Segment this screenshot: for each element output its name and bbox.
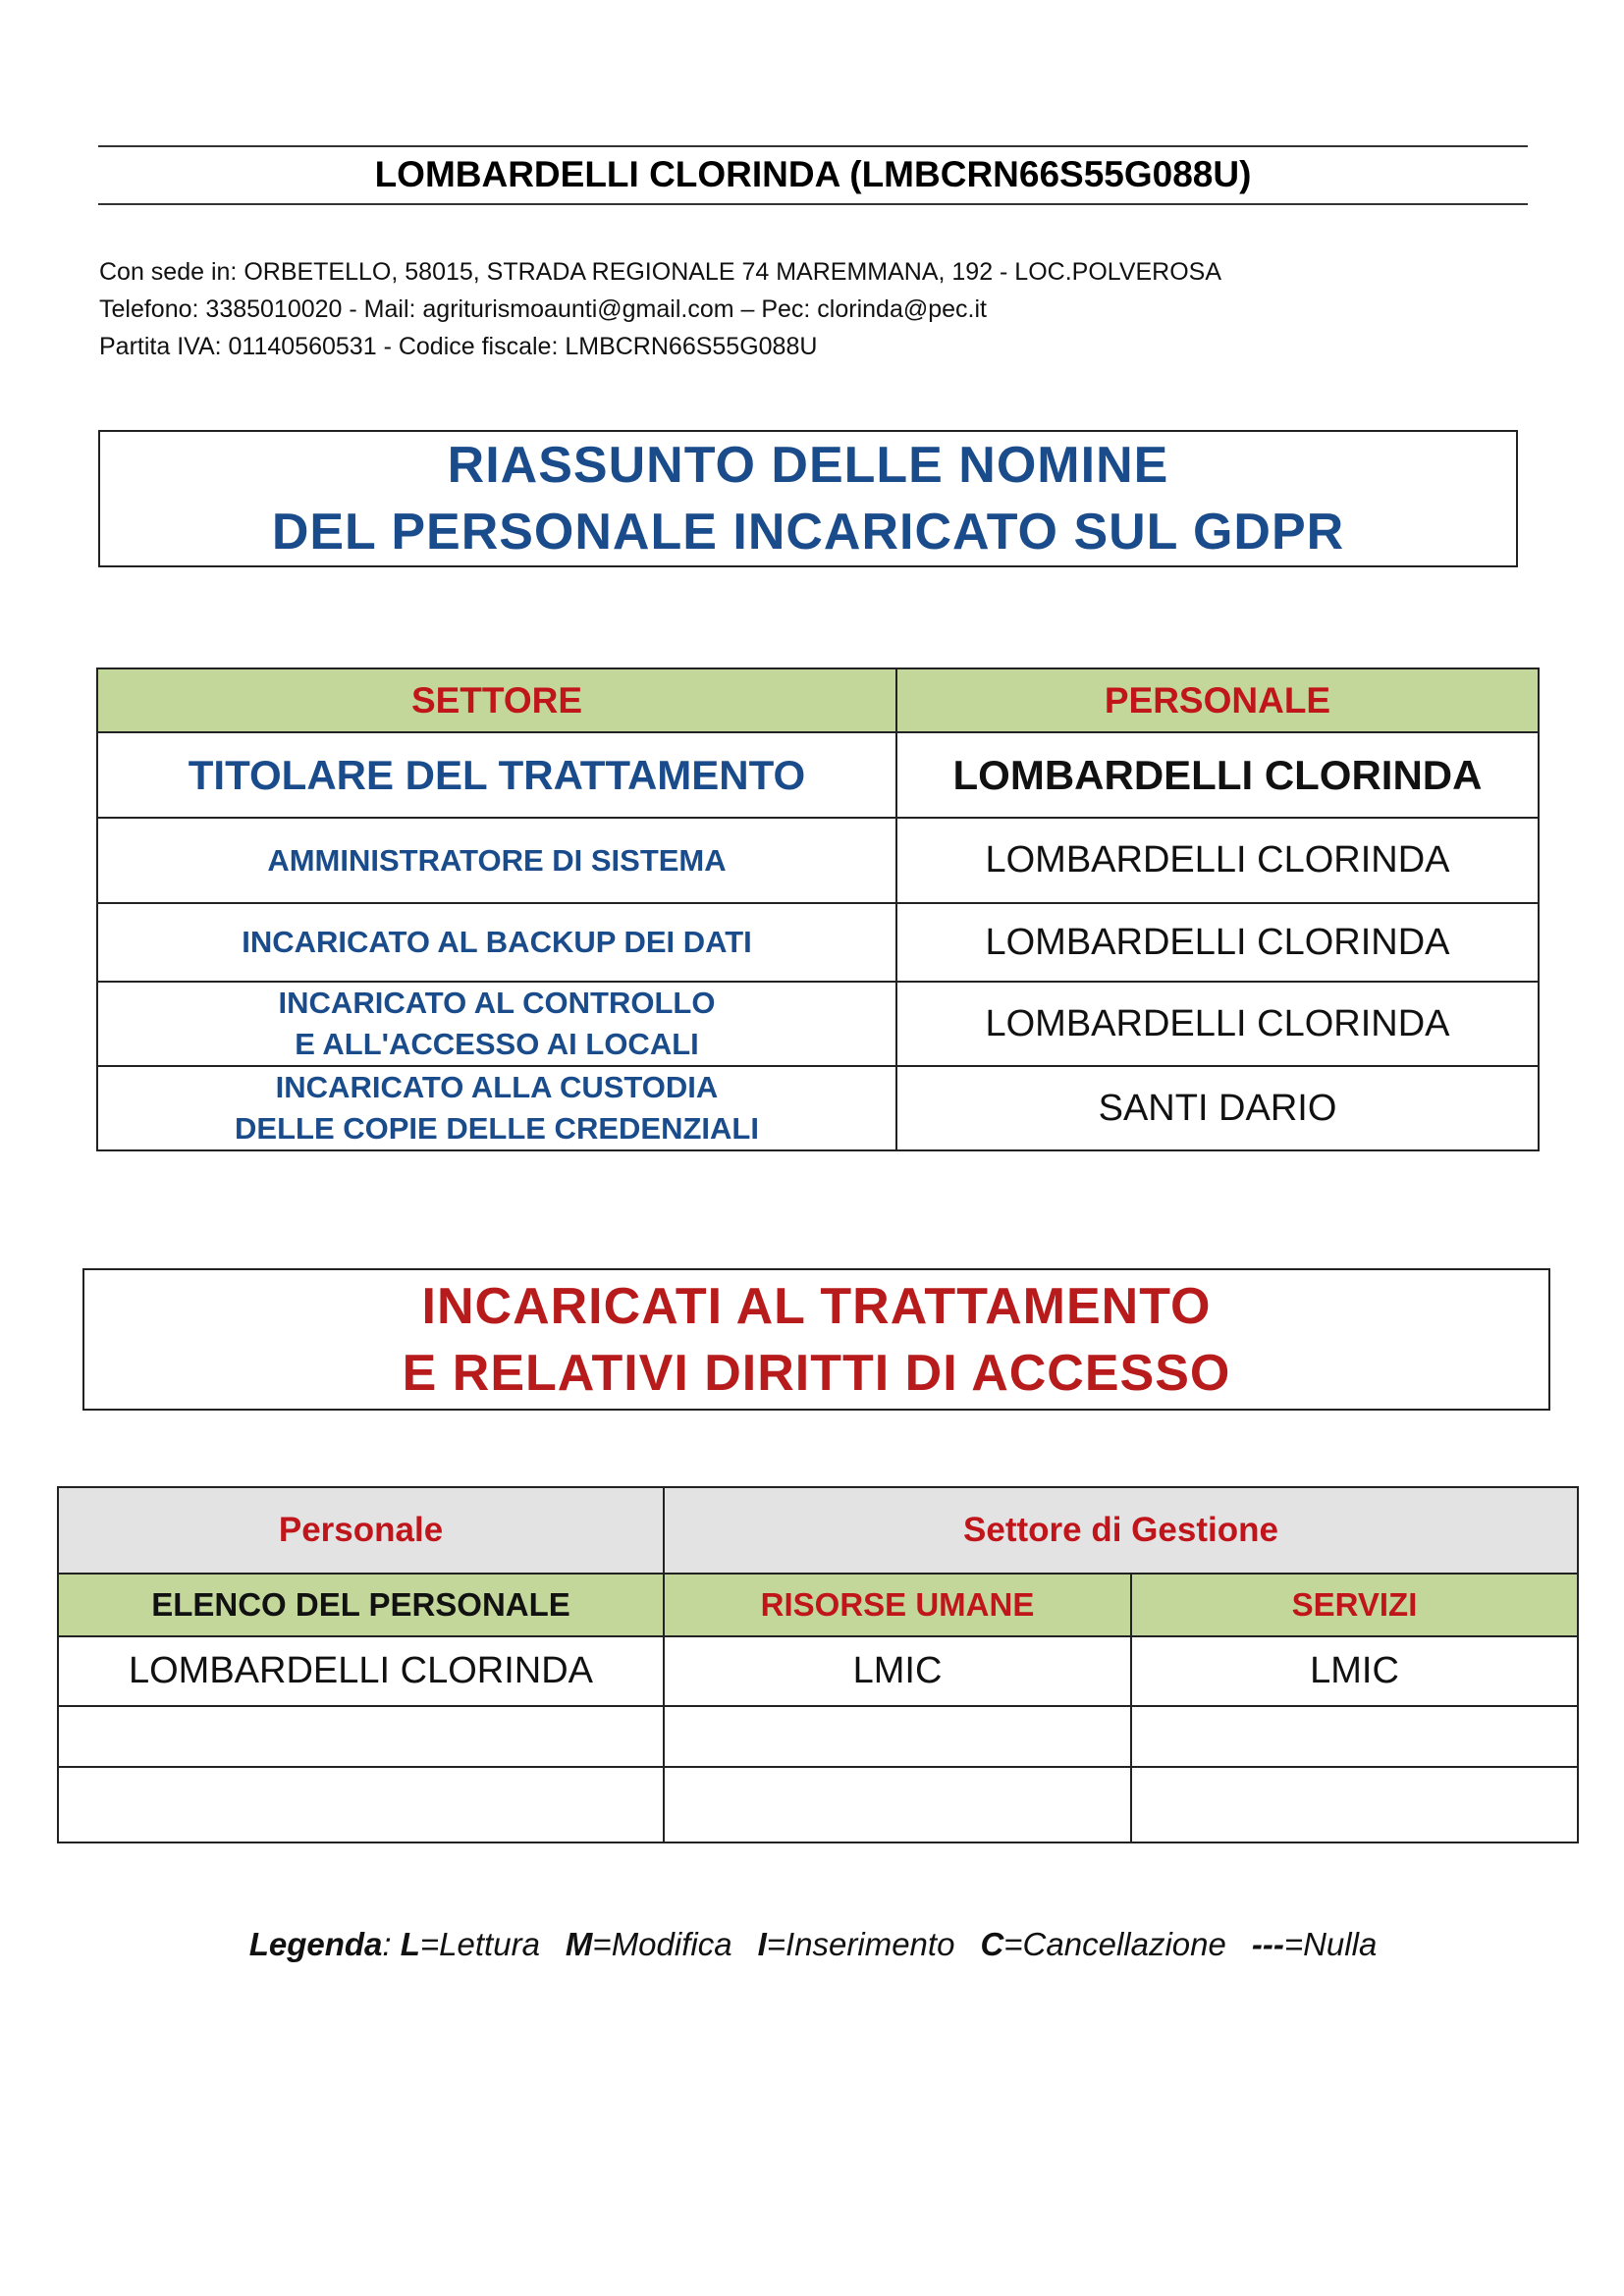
table-row	[97, 732, 1539, 818]
sector-cell	[97, 903, 896, 982]
servizi-cell	[1131, 1767, 1578, 1842]
tax-line: Partita IVA: 01140560531 - Codice fiscale: LMBCRN66S55G088U	[99, 333, 818, 360]
header-servizi: SERVIZI	[1131, 1574, 1578, 1636]
person-cell: LOMBARDELLI CLORINDA	[896, 982, 1539, 1066]
header-personale: Personale	[58, 1487, 664, 1574]
table-row	[97, 818, 1539, 903]
risorse-umane-cell	[664, 1767, 1131, 1842]
person-cell: SANTI DARIO	[896, 1066, 1539, 1150]
roles-table-header-row	[97, 668, 1539, 732]
table-row	[58, 1706, 1578, 1767]
servizi-cell: LMIC	[1131, 1636, 1578, 1706]
table-row	[97, 982, 1539, 1066]
header-elenco-personale: ELENCO DEL PERSONALE	[58, 1574, 664, 1636]
header-risorse-umane: RISORSE UMANE	[664, 1574, 1131, 1636]
sector-label: INCARICATO AL BACKUP DEI DATI	[242, 925, 752, 959]
sector-label: AMMINISTRATORE DI SISTEMA	[267, 842, 727, 878]
legend-colon: :	[382, 1926, 401, 1962]
sector-label-line2: E ALL'ACCESSO AI LOCALI	[295, 1027, 699, 1061]
roles-table	[96, 667, 1540, 1151]
personnel-name-cell: LOMBARDELLI CLORINDA	[58, 1636, 664, 1706]
legend-key-m: M	[565, 1926, 593, 1962]
servizi-cell	[1131, 1706, 1578, 1767]
sector-cell	[97, 982, 896, 1066]
summary-heading-box	[98, 430, 1518, 567]
sector-label-line1: INCARICATO AL CONTROLLO	[278, 986, 716, 1020]
risorse-umane-cell	[664, 1706, 1131, 1767]
header-personale: PERSONALE	[896, 668, 1539, 732]
person-cell: LOMBARDELLI CLORINDA	[896, 903, 1539, 982]
person-cell: LOMBARDELLI CLORINDA	[896, 818, 1539, 903]
table-row	[58, 1767, 1578, 1842]
access-heading-line1: INCARICATI AL TRATTAMENTO	[421, 1277, 1212, 1335]
summary-heading-line1: RIASSUNTO DELLE NOMINE	[447, 437, 1169, 494]
access-table-top-header-row	[58, 1487, 1578, 1574]
legend-label: Legenda	[248, 1926, 383, 1962]
legend	[98, 1920, 1528, 1969]
sector-cell	[97, 1066, 896, 1150]
sector-label-line2: DELLE COPIE DELLE CREDENZIALI	[235, 1111, 759, 1146]
legend-text-nulla: =Nulla	[1283, 1926, 1378, 1962]
access-heading-box	[82, 1268, 1550, 1411]
sector-label: TITOLARE DEL TRATTAMENTO	[188, 751, 806, 798]
table-row	[58, 1636, 1578, 1706]
personnel-name-cell	[58, 1767, 664, 1842]
table-row	[97, 903, 1539, 982]
header-settore-di-gestione: Settore di Gestione	[664, 1487, 1578, 1574]
legend-key-c: C	[980, 1926, 1004, 1962]
summary-heading-line2: DEL PERSONALE INCARICATO SUL GDPR	[271, 504, 1345, 561]
access-table	[57, 1486, 1579, 1843]
sector-cell	[97, 818, 896, 903]
legend-key-i: I	[757, 1926, 767, 1962]
legend-text-inserimento: =Inserimento	[766, 1926, 955, 1962]
sector-cell	[97, 732, 896, 818]
access-heading-line2: E RELATIVI DIRITTI DI ACCESSO	[402, 1344, 1231, 1402]
sector-label-line1: INCARICATO ALLA CUSTODIA	[275, 1070, 719, 1104]
risorse-umane-cell: LMIC	[664, 1636, 1131, 1706]
access-table-sub-header-row	[58, 1574, 1578, 1636]
personnel-name-cell	[58, 1706, 664, 1767]
legend-key-nulla: ---	[1251, 1926, 1284, 1962]
contact-line: Telefono: 3385010020 - Mail: agriturismoaunti@gmail.com – Pec: clorinda@pec.it	[99, 295, 987, 323]
header-settore: SETTORE	[97, 668, 896, 732]
legend-text-lettura: =Lettura	[419, 1926, 540, 1962]
header-bottom-rule	[98, 203, 1528, 205]
person-cell: LOMBARDELLI CLORINDA	[896, 732, 1539, 818]
legend-key-l: L	[400, 1926, 420, 1962]
company-title: LOMBARDELLI CLORINDA (LMBCRN66S55G088U)	[374, 154, 1252, 194]
legend-text-cancellazione: =Cancellazione	[1003, 1926, 1226, 1962]
table-row	[97, 1066, 1539, 1150]
legend-text-modifica: =Modifica	[592, 1926, 732, 1962]
address-line: Con sede in: ORBETELLO, 58015, STRADA REGIONALE 74 MAREMMANA, 192 - LOC.POLVEROSA	[99, 258, 1222, 286]
